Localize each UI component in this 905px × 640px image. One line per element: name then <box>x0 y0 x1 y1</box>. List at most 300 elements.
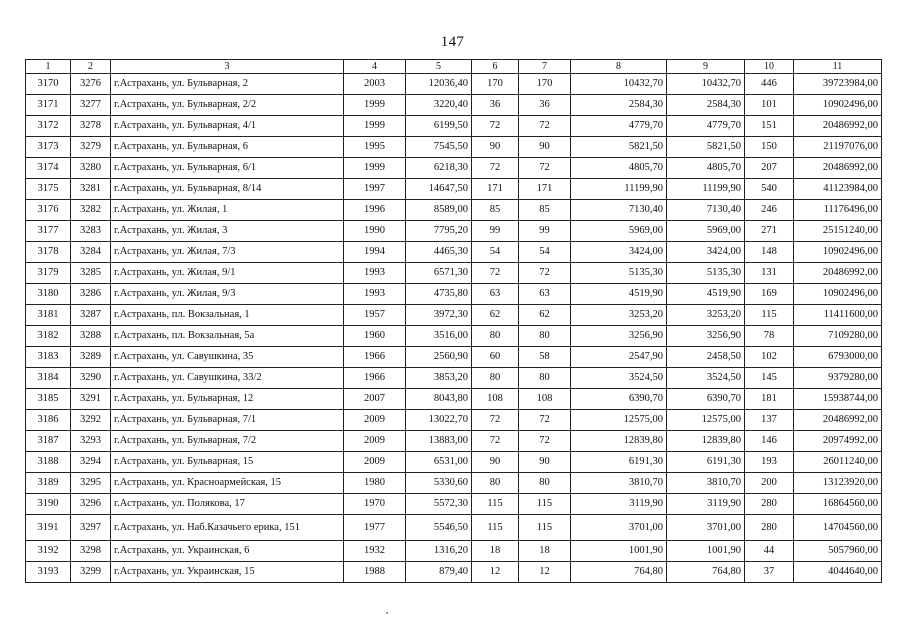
year-built-cell: 2007 <box>344 389 406 410</box>
residential-apartments-cell: 80 <box>519 473 571 494</box>
year-built-cell: 2009 <box>344 431 406 452</box>
address-cell: г.Астрахань, ул. Жилая, 1 <box>111 200 344 221</box>
living-area-total-cell: 3810,70 <box>667 473 745 494</box>
address-cell: г.Астрахань, ул. Савушкина, 33/2 <box>111 368 344 389</box>
row-number-cell: 3182 <box>26 326 71 347</box>
residents-count-cell: 137 <box>745 410 794 431</box>
cost-value-cell: 16864560,00 <box>794 494 882 515</box>
year-built-cell: 1990 <box>344 221 406 242</box>
record-id-cell: 3276 <box>71 74 111 95</box>
cost-value-cell: 26011240,00 <box>794 452 882 473</box>
row-number-cell: 3181 <box>26 305 71 326</box>
residents-count-cell: 78 <box>745 326 794 347</box>
total-area-cell: 14647,50 <box>406 179 472 200</box>
address-cell: г.Астрахань, ул. Бульварная, 6/1 <box>111 158 344 179</box>
total-area-cell: 879,40 <box>406 562 472 583</box>
table-row <box>26 473 882 494</box>
row-number-cell: 3191 <box>26 515 71 541</box>
total-area-cell: 12036,40 <box>406 74 472 95</box>
apartments-count-cell: 80 <box>472 368 519 389</box>
column-header: 10 <box>745 60 794 74</box>
total-area-cell: 4735,80 <box>406 284 472 305</box>
total-area-cell: 13022,70 <box>406 410 472 431</box>
residential-apartments-cell: 62 <box>519 305 571 326</box>
residential-apartments-cell: 90 <box>519 452 571 473</box>
address-cell: г.Астрахань, ул. Бульварная, 12 <box>111 389 344 410</box>
residential-apartments-cell: 54 <box>519 242 571 263</box>
year-built-cell: 1977 <box>344 515 406 541</box>
address-cell: г.Астрахань, ул. Украинская, 15 <box>111 562 344 583</box>
living-area-cell: 12839,80 <box>571 431 667 452</box>
residents-count-cell: 200 <box>745 473 794 494</box>
cost-value-cell: 10902496,00 <box>794 242 882 263</box>
apartments-count-cell: 54 <box>472 242 519 263</box>
table-row <box>26 562 882 583</box>
apartments-count-cell: 80 <box>472 473 519 494</box>
living-area-total-cell: 4779,70 <box>667 116 745 137</box>
row-number-cell: 3177 <box>26 221 71 242</box>
table-row <box>26 410 882 431</box>
column-header: 1 <box>26 60 71 74</box>
cost-value-cell: 6793000,00 <box>794 347 882 368</box>
address-cell: г.Астрахань, ул. Бульварная, 7/1 <box>111 410 344 431</box>
living-area-cell: 1001,90 <box>571 541 667 562</box>
cost-value-cell: 10902496,00 <box>794 284 882 305</box>
record-id-cell: 3288 <box>71 326 111 347</box>
cost-value-cell: 9379280,00 <box>794 368 882 389</box>
cost-value-cell: 11176496,00 <box>794 200 882 221</box>
residential-apartments-cell: 115 <box>519 494 571 515</box>
year-built-cell: 1995 <box>344 137 406 158</box>
record-id-cell: 3289 <box>71 347 111 368</box>
year-built-cell: 1988 <box>344 562 406 583</box>
living-area-cell: 3810,70 <box>571 473 667 494</box>
total-area-cell: 3972,30 <box>406 305 472 326</box>
living-area-total-cell: 11199,90 <box>667 179 745 200</box>
residents-count-cell: 146 <box>745 431 794 452</box>
table-row <box>26 158 882 179</box>
living-area-total-cell: 12839,80 <box>667 431 745 452</box>
living-area-total-cell: 5821,50 <box>667 137 745 158</box>
residents-count-cell: 193 <box>745 452 794 473</box>
record-id-cell: 3285 <box>71 263 111 284</box>
cost-value-cell: 41123984,00 <box>794 179 882 200</box>
total-area-cell: 6218,30 <box>406 158 472 179</box>
residents-count-cell: 169 <box>745 284 794 305</box>
living-area-cell: 5135,30 <box>571 263 667 284</box>
residents-count-cell: 37 <box>745 562 794 583</box>
year-built-cell: 1993 <box>344 263 406 284</box>
address-cell: г.Астрахань, ул. Бульварная, 7/2 <box>111 431 344 452</box>
row-number-cell: 3187 <box>26 431 71 452</box>
residential-apartments-cell: 80 <box>519 368 571 389</box>
living-area-cell: 764,80 <box>571 562 667 583</box>
row-number-cell: 3180 <box>26 284 71 305</box>
address-cell: г.Астрахань, пл. Вокзальная, 5а <box>111 326 344 347</box>
residential-apartments-cell: 63 <box>519 284 571 305</box>
living-area-total-cell: 764,80 <box>667 562 745 583</box>
apartments-count-cell: 170 <box>472 74 519 95</box>
year-built-cell: 1997 <box>344 179 406 200</box>
living-area-cell: 3524,50 <box>571 368 667 389</box>
apartments-count-cell: 72 <box>472 263 519 284</box>
living-area-total-cell: 6191,30 <box>667 452 745 473</box>
address-cell: г.Астрахань, ул. Бульварная, 15 <box>111 452 344 473</box>
table-row <box>26 179 882 200</box>
column-header: 9 <box>667 60 745 74</box>
table-row <box>26 242 882 263</box>
year-built-cell: 1996 <box>344 200 406 221</box>
row-number-cell: 3174 <box>26 158 71 179</box>
record-id-cell: 3297 <box>71 515 111 541</box>
address-cell: г.Астрахань, ул. Бульварная, 2 <box>111 74 344 95</box>
year-built-cell: 1994 <box>344 242 406 263</box>
total-area-cell: 8043,80 <box>406 389 472 410</box>
table-row <box>26 368 882 389</box>
table-row <box>26 74 882 95</box>
residents-count-cell: 131 <box>745 263 794 284</box>
housing-registry-table <box>25 59 882 583</box>
residential-apartments-cell: 72 <box>519 116 571 137</box>
table-row <box>26 95 882 116</box>
residents-count-cell: 145 <box>745 368 794 389</box>
apartments-count-cell: 72 <box>472 158 519 179</box>
table-row <box>26 221 882 242</box>
apartments-count-cell: 80 <box>472 326 519 347</box>
cost-value-cell: 7109280,00 <box>794 326 882 347</box>
residents-count-cell: 540 <box>745 179 794 200</box>
row-number-cell: 3171 <box>26 95 71 116</box>
record-id-cell: 3278 <box>71 116 111 137</box>
total-area-cell: 5546,50 <box>406 515 472 541</box>
row-number-cell: 3183 <box>26 347 71 368</box>
residential-apartments-cell: 72 <box>519 431 571 452</box>
record-id-cell: 3280 <box>71 158 111 179</box>
cost-value-cell: 20486992,00 <box>794 410 882 431</box>
total-area-cell: 7545,50 <box>406 137 472 158</box>
residents-count-cell: 44 <box>745 541 794 562</box>
total-area-cell: 5330,60 <box>406 473 472 494</box>
cost-value-cell: 5057960,00 <box>794 541 882 562</box>
row-number-cell: 3173 <box>26 137 71 158</box>
record-id-cell: 3295 <box>71 473 111 494</box>
address-cell: г.Астрахань, ул. Украинская, 6 <box>111 541 344 562</box>
cost-value-cell: 21197076,00 <box>794 137 882 158</box>
year-built-cell: 2009 <box>344 410 406 431</box>
record-id-cell: 3296 <box>71 494 111 515</box>
apartments-count-cell: 99 <box>472 221 519 242</box>
total-area-cell: 5572,30 <box>406 494 472 515</box>
living-area-cell: 5969,00 <box>571 221 667 242</box>
residential-apartments-cell: 58 <box>519 347 571 368</box>
record-id-cell: 3284 <box>71 242 111 263</box>
living-area-total-cell: 10432,70 <box>667 74 745 95</box>
table-row <box>26 137 882 158</box>
total-area-cell: 3516,00 <box>406 326 472 347</box>
living-area-total-cell: 5135,30 <box>667 263 745 284</box>
residential-apartments-cell: 99 <box>519 221 571 242</box>
record-id-cell: 3294 <box>71 452 111 473</box>
residents-count-cell: 151 <box>745 116 794 137</box>
cost-value-cell: 15938744,00 <box>794 389 882 410</box>
residents-count-cell: 446 <box>745 74 794 95</box>
living-area-total-cell: 12575,00 <box>667 410 745 431</box>
table-row <box>26 326 882 347</box>
total-area-cell: 6531,00 <box>406 452 472 473</box>
year-built-cell: 1999 <box>344 95 406 116</box>
living-area-total-cell: 4805,70 <box>667 158 745 179</box>
residential-apartments-cell: 72 <box>519 263 571 284</box>
table-row <box>26 515 882 541</box>
living-area-total-cell: 4519,90 <box>667 284 745 305</box>
column-header: 11 <box>794 60 882 74</box>
column-header: 3 <box>111 60 344 74</box>
column-header: 8 <box>571 60 667 74</box>
residential-apartments-cell: 115 <box>519 515 571 541</box>
row-number-cell: 3178 <box>26 242 71 263</box>
address-cell: г.Астрахань, ул. Полякова, 17 <box>111 494 344 515</box>
address-cell: г.Астрахань, ул. Бульварная, 8/14 <box>111 179 344 200</box>
year-built-cell: 1932 <box>344 541 406 562</box>
apartments-count-cell: 115 <box>472 494 519 515</box>
living-area-total-cell: 3253,20 <box>667 305 745 326</box>
record-id-cell: 3277 <box>71 95 111 116</box>
address-cell: г.Астрахань, ул. Бульварная, 4/1 <box>111 116 344 137</box>
year-built-cell: 1993 <box>344 284 406 305</box>
cost-value-cell: 39723984,00 <box>794 74 882 95</box>
row-number-cell: 3172 <box>26 116 71 137</box>
table-row <box>26 263 882 284</box>
table-body <box>26 74 882 583</box>
record-id-cell: 3298 <box>71 541 111 562</box>
living-area-cell: 4519,90 <box>571 284 667 305</box>
column-header: 4 <box>344 60 406 74</box>
cost-value-cell: 25151240,00 <box>794 221 882 242</box>
cost-value-cell: 14704560,00 <box>794 515 882 541</box>
living-area-total-cell: 5969,00 <box>667 221 745 242</box>
residents-count-cell: 115 <box>745 305 794 326</box>
living-area-cell: 7130,40 <box>571 200 667 221</box>
address-cell: г.Астрахань, ул. Наб.Казачьего ерика, 151 <box>111 515 344 541</box>
total-area-cell: 2560,90 <box>406 347 472 368</box>
residents-count-cell: 181 <box>745 389 794 410</box>
record-id-cell: 3287 <box>71 305 111 326</box>
address-cell: г.Астрахань, ул. Бульварная, 6 <box>111 137 344 158</box>
cost-value-cell: 13123920,00 <box>794 473 882 494</box>
record-id-cell: 3291 <box>71 389 111 410</box>
address-cell: г.Астрахань, ул. Жилая, 9/1 <box>111 263 344 284</box>
residents-count-cell: 207 <box>745 158 794 179</box>
apartments-count-cell: 63 <box>472 284 519 305</box>
row-number-cell: 3170 <box>26 74 71 95</box>
residential-apartments-cell: 80 <box>519 326 571 347</box>
living-area-cell: 3119,90 <box>571 494 667 515</box>
apartments-count-cell: 12 <box>472 562 519 583</box>
table-row <box>26 284 882 305</box>
page-number: 147 <box>440 34 465 50</box>
residents-count-cell: 148 <box>745 242 794 263</box>
year-built-cell: 1966 <box>344 347 406 368</box>
record-id-cell: 3283 <box>71 221 111 242</box>
row-number-cell: 3179 <box>26 263 71 284</box>
living-area-total-cell: 3256,90 <box>667 326 745 347</box>
address-cell: г.Астрахань, ул. Жилая, 7/3 <box>111 242 344 263</box>
residential-apartments-cell: 72 <box>519 158 571 179</box>
residential-apartments-cell: 171 <box>519 179 571 200</box>
living-area-cell: 3424,00 <box>571 242 667 263</box>
residents-count-cell: 280 <box>745 515 794 541</box>
cost-value-cell: 10902496,00 <box>794 95 882 116</box>
living-area-cell: 2547,90 <box>571 347 667 368</box>
address-cell: г.Астрахань, ул. Красноармейская, 15 <box>111 473 344 494</box>
table-row <box>26 494 882 515</box>
table-row <box>26 200 882 221</box>
living-area-cell: 6191,30 <box>571 452 667 473</box>
record-id-cell: 3279 <box>71 137 111 158</box>
residential-apartments-cell: 36 <box>519 95 571 116</box>
row-number-cell: 3184 <box>26 368 71 389</box>
living-area-total-cell: 2584,30 <box>667 95 745 116</box>
total-area-cell: 1316,20 <box>406 541 472 562</box>
residential-apartments-cell: 18 <box>519 541 571 562</box>
address-cell: г.Астрахань, ул. Бульварная, 2/2 <box>111 95 344 116</box>
cost-value-cell: 20486992,00 <box>794 116 882 137</box>
column-header: 6 <box>472 60 519 74</box>
apartments-count-cell: 90 <box>472 137 519 158</box>
column-header: 5 <box>406 60 472 74</box>
cost-value-cell: 4044640,00 <box>794 562 882 583</box>
residents-count-cell: 271 <box>745 221 794 242</box>
apartments-count-cell: 18 <box>472 541 519 562</box>
apartments-count-cell: 171 <box>472 179 519 200</box>
table-row <box>26 541 882 562</box>
total-area-cell: 8589,00 <box>406 200 472 221</box>
living-area-cell: 3701,00 <box>571 515 667 541</box>
record-id-cell: 3293 <box>71 431 111 452</box>
record-id-cell: 3290 <box>71 368 111 389</box>
table-row <box>26 431 882 452</box>
cost-value-cell: 20974992,00 <box>794 431 882 452</box>
row-number-cell: 3193 <box>26 562 71 583</box>
residential-apartments-cell: 170 <box>519 74 571 95</box>
cost-value-cell: 20486992,00 <box>794 263 882 284</box>
living-area-cell: 4779,70 <box>571 116 667 137</box>
residential-apartments-cell: 12 <box>519 562 571 583</box>
record-id-cell: 3281 <box>71 179 111 200</box>
residential-apartments-cell: 90 <box>519 137 571 158</box>
table-row <box>26 347 882 368</box>
residential-apartments-cell: 72 <box>519 410 571 431</box>
scan-speck <box>386 612 388 614</box>
column-header: 2 <box>71 60 111 74</box>
residents-count-cell: 101 <box>745 95 794 116</box>
row-number-cell: 3190 <box>26 494 71 515</box>
total-area-cell: 4465,30 <box>406 242 472 263</box>
living-area-total-cell: 7130,40 <box>667 200 745 221</box>
row-number-cell: 3176 <box>26 200 71 221</box>
residential-apartments-cell: 85 <box>519 200 571 221</box>
living-area-total-cell: 3524,50 <box>667 368 745 389</box>
record-id-cell: 3282 <box>71 200 111 221</box>
table-row <box>26 452 882 473</box>
cost-value-cell: 20486992,00 <box>794 158 882 179</box>
total-area-cell: 3220,40 <box>406 95 472 116</box>
record-id-cell: 3286 <box>71 284 111 305</box>
total-area-cell: 13883,00 <box>406 431 472 452</box>
row-number-cell: 3175 <box>26 179 71 200</box>
living-area-total-cell: 3424,00 <box>667 242 745 263</box>
year-built-cell: 1960 <box>344 326 406 347</box>
apartments-count-cell: 72 <box>472 431 519 452</box>
row-number-cell: 3188 <box>26 452 71 473</box>
column-header: 7 <box>519 60 571 74</box>
year-built-cell: 1957 <box>344 305 406 326</box>
residents-count-cell: 150 <box>745 137 794 158</box>
cost-value-cell: 11411600,00 <box>794 305 882 326</box>
address-cell: г.Астрахань, ул. Жилая, 3 <box>111 221 344 242</box>
living-area-cell: 6390,70 <box>571 389 667 410</box>
residents-count-cell: 280 <box>745 494 794 515</box>
total-area-cell: 6571,30 <box>406 263 472 284</box>
living-area-total-cell: 2458,50 <box>667 347 745 368</box>
row-number-cell: 3186 <box>26 410 71 431</box>
address-cell: г.Астрахань, ул. Жилая, 9/3 <box>111 284 344 305</box>
apartments-count-cell: 85 <box>472 200 519 221</box>
residential-apartments-cell: 108 <box>519 389 571 410</box>
living-area-cell: 4805,70 <box>571 158 667 179</box>
apartments-count-cell: 36 <box>472 95 519 116</box>
total-area-cell: 6199,50 <box>406 116 472 137</box>
table-row <box>26 305 882 326</box>
total-area-cell: 3853,20 <box>406 368 472 389</box>
living-area-total-cell: 6390,70 <box>667 389 745 410</box>
record-id-cell: 3299 <box>71 562 111 583</box>
living-area-cell: 5821,50 <box>571 137 667 158</box>
living-area-cell: 3256,90 <box>571 326 667 347</box>
address-cell: г.Астрахань, пл. Вокзальная, 1 <box>111 305 344 326</box>
residents-count-cell: 246 <box>745 200 794 221</box>
row-number-cell: 3192 <box>26 541 71 562</box>
apartments-count-cell: 72 <box>472 410 519 431</box>
residents-count-cell: 102 <box>745 347 794 368</box>
living-area-cell: 12575,00 <box>571 410 667 431</box>
apartments-count-cell: 115 <box>472 515 519 541</box>
year-built-cell: 1999 <box>344 116 406 137</box>
living-area-cell: 3253,20 <box>571 305 667 326</box>
apartments-count-cell: 60 <box>472 347 519 368</box>
year-built-cell: 2003 <box>344 74 406 95</box>
header-row <box>26 60 882 74</box>
living-area-cell: 10432,70 <box>571 74 667 95</box>
living-area-total-cell: 3119,90 <box>667 494 745 515</box>
address-cell: г.Астрахань, ул. Савушкина, 35 <box>111 347 344 368</box>
apartments-count-cell: 72 <box>472 116 519 137</box>
table-row <box>26 389 882 410</box>
living-area-cell: 2584,30 <box>571 95 667 116</box>
year-built-cell: 1999 <box>344 158 406 179</box>
total-area-cell: 7795,20 <box>406 221 472 242</box>
living-area-total-cell: 1001,90 <box>667 541 745 562</box>
apartments-count-cell: 90 <box>472 452 519 473</box>
apartments-count-cell: 108 <box>472 389 519 410</box>
record-id-cell: 3292 <box>71 410 111 431</box>
row-number-cell: 3185 <box>26 389 71 410</box>
table-row <box>26 116 882 137</box>
year-built-cell: 1980 <box>344 473 406 494</box>
living-area-total-cell: 3701,00 <box>667 515 745 541</box>
year-built-cell: 1970 <box>344 494 406 515</box>
apartments-count-cell: 62 <box>472 305 519 326</box>
